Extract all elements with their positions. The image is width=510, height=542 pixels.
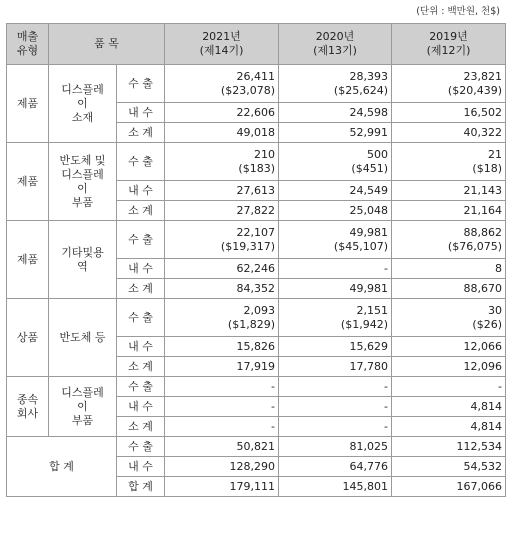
row-label-subtotal: 소 계 bbox=[117, 201, 165, 221]
item-name-cell: 반도체 등 bbox=[49, 299, 117, 377]
total-export-value-cell: 81,025 bbox=[279, 437, 392, 457]
sales-type-cell: 제품 bbox=[7, 221, 49, 299]
export-value-cell: - bbox=[392, 377, 506, 397]
header-item: 품 목 bbox=[49, 24, 165, 65]
row-label-export: 수 출 bbox=[117, 221, 165, 259]
subtotal-value-cell: 4,814 bbox=[392, 417, 506, 437]
export-value-cell: 30 ($26) bbox=[392, 299, 506, 337]
row-label-export: 수 출 bbox=[117, 65, 165, 103]
total-domestic-value-cell: 128,290 bbox=[165, 457, 279, 477]
export-value-cell: 210 ($183) bbox=[165, 143, 279, 181]
export-value-cell: 23,821 ($20,439) bbox=[392, 65, 506, 103]
subtotal-value-cell: 40,322 bbox=[392, 123, 506, 143]
subtotal-value-cell: 88,670 bbox=[392, 279, 506, 299]
row-label-subtotal: 소 계 bbox=[117, 279, 165, 299]
header-type: 매출 유형 bbox=[7, 24, 49, 65]
row-label-subtotal: 소 계 bbox=[117, 123, 165, 143]
table-row bbox=[7, 377, 506, 397]
item-name-cell: 디스플레 이 부품 bbox=[49, 377, 117, 437]
subtotal-value-cell: 21,164 bbox=[392, 201, 506, 221]
export-value-cell: 28,393 ($25,624) bbox=[279, 65, 392, 103]
domestic-value-cell: - bbox=[165, 397, 279, 417]
grand-total-label: 합 계 bbox=[7, 437, 117, 497]
export-value-cell: - bbox=[165, 377, 279, 397]
row-label-subtotal: 소 계 bbox=[117, 417, 165, 437]
domestic-value-cell: 21,143 bbox=[392, 181, 506, 201]
export-value-cell: 2,093 ($1,829) bbox=[165, 299, 279, 337]
domestic-value-cell: - bbox=[279, 397, 392, 417]
domestic-value-cell: - bbox=[279, 259, 392, 279]
export-value-cell: 88,862 ($76,075) bbox=[392, 221, 506, 259]
domestic-value-cell: 24,598 bbox=[279, 103, 392, 123]
domestic-value-cell: 4,814 bbox=[392, 397, 506, 417]
row-label-export: 수 출 bbox=[117, 299, 165, 337]
row-label-subtotal: 소 계 bbox=[117, 357, 165, 377]
subtotal-value-cell: 52,991 bbox=[279, 123, 392, 143]
header-year-2020: 2020년 (제13기) bbox=[279, 24, 392, 65]
domestic-value-cell: 62,246 bbox=[165, 259, 279, 279]
row-label-total: 합 계 bbox=[117, 477, 165, 497]
domestic-value-cell: 12,066 bbox=[392, 337, 506, 357]
row-label-domestic: 내 수 bbox=[117, 397, 165, 417]
export-value-cell: 500 ($451) bbox=[279, 143, 392, 181]
header-row bbox=[7, 24, 506, 65]
unit-note: (단위 : 백만원, 천$) bbox=[416, 6, 500, 17]
sales-type-cell: 제품 bbox=[7, 143, 49, 221]
item-name-cell: 반도체 및 디스플레 이 부품 bbox=[49, 143, 117, 221]
domestic-value-cell: 15,826 bbox=[165, 337, 279, 357]
subtotal-value-cell: 27,822 bbox=[165, 201, 279, 221]
export-value-cell: 22,107 ($19,317) bbox=[165, 221, 279, 259]
export-value-cell: 26,411 ($23,078) bbox=[165, 65, 279, 103]
domestic-value-cell: 8 bbox=[392, 259, 506, 279]
export-value-cell: - bbox=[279, 377, 392, 397]
row-label-export: 수 출 bbox=[117, 377, 165, 397]
export-value-cell: 21 ($18) bbox=[392, 143, 506, 181]
item-name-cell: 디스플레 이 소재 bbox=[49, 65, 117, 143]
table-row bbox=[7, 299, 506, 337]
total-total-value-cell: 145,801 bbox=[279, 477, 392, 497]
table-row bbox=[7, 437, 506, 457]
subtotal-value-cell: 49,981 bbox=[279, 279, 392, 299]
item-name-cell: 기타및용 역 bbox=[49, 221, 117, 299]
header-year-2021: 2021년 (제14기) bbox=[165, 24, 279, 65]
header-year-2019: 2019년 (제12기) bbox=[392, 24, 506, 65]
domestic-value-cell: 16,502 bbox=[392, 103, 506, 123]
export-value-cell: 49,981 ($45,107) bbox=[279, 221, 392, 259]
subtotal-value-cell: 84,352 bbox=[165, 279, 279, 299]
sales-table bbox=[6, 23, 506, 497]
subtotal-value-cell: 17,780 bbox=[279, 357, 392, 377]
row-label-domestic: 내 수 bbox=[117, 259, 165, 279]
subtotal-value-cell: - bbox=[165, 417, 279, 437]
subtotal-value-cell: 25,048 bbox=[279, 201, 392, 221]
row-label-domestic: 내 수 bbox=[117, 457, 165, 477]
subtotal-value-cell: 17,919 bbox=[165, 357, 279, 377]
total-total-value-cell: 179,111 bbox=[165, 477, 279, 497]
subtotal-value-cell: - bbox=[279, 417, 392, 437]
row-label-domestic: 내 수 bbox=[117, 337, 165, 357]
total-export-value-cell: 112,534 bbox=[392, 437, 506, 457]
row-label-export: 수 출 bbox=[117, 143, 165, 181]
row-label-export: 수 출 bbox=[117, 437, 165, 457]
table-row bbox=[7, 65, 506, 103]
domestic-value-cell: 27,613 bbox=[165, 181, 279, 201]
table-row bbox=[7, 221, 506, 259]
domestic-value-cell: 24,549 bbox=[279, 181, 392, 201]
sales-type-cell: 상품 bbox=[7, 299, 49, 377]
total-domestic-value-cell: 54,532 bbox=[392, 457, 506, 477]
sales-type-cell: 제품 bbox=[7, 65, 49, 143]
subtotal-value-cell: 49,018 bbox=[165, 123, 279, 143]
domestic-value-cell: 15,629 bbox=[279, 337, 392, 357]
table-row bbox=[7, 143, 506, 181]
export-value-cell: 2,151 ($1,942) bbox=[279, 299, 392, 337]
total-domestic-value-cell: 64,776 bbox=[279, 457, 392, 477]
total-total-value-cell: 167,066 bbox=[392, 477, 506, 497]
row-label-domestic: 내 수 bbox=[117, 103, 165, 123]
total-export-value-cell: 50,821 bbox=[165, 437, 279, 457]
domestic-value-cell: 22,606 bbox=[165, 103, 279, 123]
sales-type-cell: 종속 회사 bbox=[7, 377, 49, 437]
subtotal-value-cell: 12,096 bbox=[392, 357, 506, 377]
row-label-domestic: 내 수 bbox=[117, 181, 165, 201]
